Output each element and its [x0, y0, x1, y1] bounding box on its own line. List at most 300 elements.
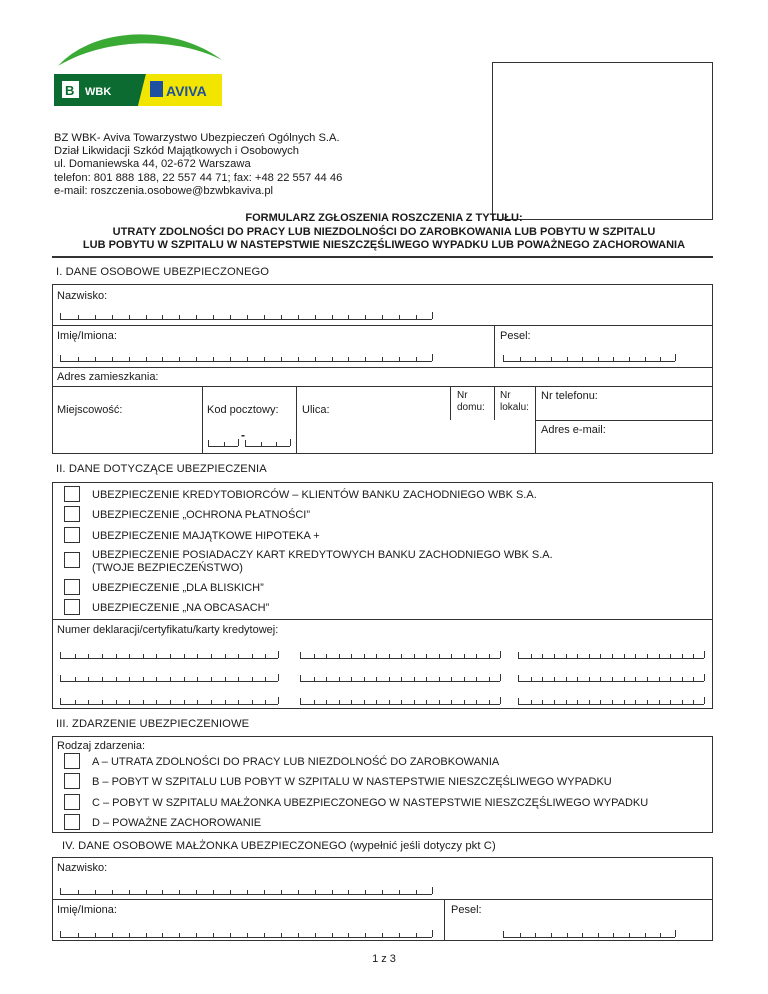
comb-tick [629, 933, 630, 937]
comb-tick [401, 700, 402, 704]
comb-tick [116, 677, 117, 681]
comb-tick [577, 677, 578, 681]
comb-tick [78, 315, 79, 319]
comb-tick [682, 677, 683, 681]
logo-aviva-text: AVIVA [166, 83, 207, 99]
comb-tick [143, 677, 144, 681]
event-type-label: Rodzaj zdarzenia: [57, 740, 146, 752]
comb-tick [382, 933, 383, 937]
comb-tick [238, 700, 239, 704]
city-label: Miejscowość: [57, 404, 123, 416]
comb-tick [351, 677, 352, 681]
comb-tick [542, 700, 543, 704]
comb-tick [230, 933, 231, 937]
comb-tick [315, 933, 316, 937]
comb-tick [682, 654, 683, 658]
comb-tick [659, 700, 660, 704]
declaration-label: Numer deklaracji/certyfikatu/karty kredytowej: [57, 624, 279, 636]
comb-tick [414, 700, 415, 704]
comb-tick [129, 890, 130, 894]
comb-tick [693, 700, 694, 704]
comb-tick [339, 700, 340, 704]
comb-tick [211, 654, 212, 658]
comb-tick [315, 315, 316, 319]
comb-tick [635, 677, 636, 681]
comb-tick [129, 933, 130, 937]
comb-tick [197, 700, 198, 704]
comb-tick [670, 677, 671, 681]
comb-tick [179, 357, 180, 361]
company-info [54, 132, 342, 198]
pesel-label: Pesel: [500, 330, 531, 342]
company-phone: telefon: 801 888 188, 22 557 44 71; fax: +48 22 557 44 46 [54, 171, 343, 184]
comb-tick [635, 700, 636, 704]
comb-tick [75, 654, 76, 658]
comb-tick [116, 700, 117, 704]
comb-tick [88, 700, 89, 704]
comb-tick [464, 654, 465, 658]
comb-tick [476, 700, 477, 704]
names-input[interactable] [60, 355, 432, 362]
comb-tick [112, 890, 113, 894]
comb-tick [75, 677, 76, 681]
comb-tick [693, 654, 694, 658]
comb-tick [489, 700, 490, 704]
comb-tick [382, 357, 383, 361]
comb-tick [613, 357, 614, 361]
photo-box [492, 62, 713, 220]
email-label: Adres e-mail: [541, 424, 606, 436]
comb-tick [162, 890, 163, 894]
comb-tick [252, 677, 253, 681]
comb-tick [364, 677, 365, 681]
names-label: Imię/Imiona: [57, 330, 117, 342]
company-name: BZ WBK- Aviva Towarzystwo Ubezpieczeń Ogólnych S.A. [54, 132, 340, 144]
comb-tick [197, 654, 198, 658]
comb-tick [489, 677, 490, 681]
comb-tick [577, 654, 578, 658]
comb-tick [382, 315, 383, 319]
comb-tick [230, 357, 231, 361]
comb-tick [332, 315, 333, 319]
declaration-number-1-3[interactable] [518, 652, 704, 659]
comb-tick [314, 677, 315, 681]
comb-tick [414, 654, 415, 658]
comb-tick [365, 315, 366, 319]
comb-tick [659, 677, 660, 681]
section3-title: III. ZDARZENIE UBEZPIECZENIOWE [56, 718, 250, 730]
comb-tick [129, 677, 130, 681]
comb-tick [635, 654, 636, 658]
comb-tick [542, 677, 543, 681]
comb-tick [264, 890, 265, 894]
comb-tick [238, 677, 239, 681]
comb-tick [213, 357, 214, 361]
comb-tick [520, 357, 521, 361]
comb-tick [298, 890, 299, 894]
comb-tick [682, 700, 683, 704]
postal-label: Kod pocztowy: [207, 404, 279, 416]
comb-tick [146, 315, 147, 319]
section4-title: IV. DANE OSOBOWE MAŁŻONKA UBEZPIECZONEGO (wypełnić jeśli dotyczy pkt C) [62, 840, 496, 852]
comb-tick [184, 654, 185, 658]
comb-tick [389, 654, 390, 658]
comb-tick [659, 654, 660, 658]
comb-tick [129, 357, 130, 361]
comb-tick [95, 890, 96, 894]
comb-tick [129, 654, 130, 658]
comb-tick [401, 654, 402, 658]
comb-tick [416, 315, 417, 319]
comb-tick [78, 933, 79, 937]
comb-tick [170, 654, 171, 658]
comb-tick [600, 700, 601, 704]
company-address: ul. Domaniewska 44, 02-672 Warszawa [54, 158, 251, 171]
comb-tick [439, 700, 440, 704]
comb-tick [624, 654, 625, 658]
comb-tick [314, 654, 315, 658]
comb-tick [531, 700, 532, 704]
comb-tick [116, 654, 117, 658]
comb-tick [247, 357, 248, 361]
comb-tick [348, 933, 349, 937]
comb-tick [645, 933, 646, 937]
comb-tick [88, 677, 89, 681]
comb-tick [535, 933, 536, 937]
event-option-b: B – POBYT W SZPITALU LUB POBYT W SZPITALU W NASTEPSTWIE NIESZCZĘŚLIWEGO WYPADKU [92, 776, 612, 788]
comb-tick [112, 933, 113, 937]
comb-tick [382, 890, 383, 894]
comb-tick [75, 700, 76, 704]
comb-tick [264, 933, 265, 937]
comb-tick [213, 933, 214, 937]
spouse-surname-input[interactable] [60, 888, 432, 895]
comb-tick [326, 654, 327, 658]
comb-tick [389, 677, 390, 681]
comb-tick [225, 654, 226, 658]
comb-tick [613, 933, 614, 937]
declaration-number-2-1[interactable] [60, 675, 278, 682]
declaration-number-1-1[interactable] [60, 652, 278, 659]
insurance-option-5: UBEZPIECZENIE „DLA BLISKICH” [92, 582, 264, 594]
comb-tick [315, 357, 316, 361]
postal-code-part1[interactable] [208, 440, 238, 447]
comb-tick [129, 700, 130, 704]
comb-tick [566, 700, 567, 704]
comb-tick [439, 654, 440, 658]
comb-tick [170, 677, 171, 681]
comb-tick [156, 654, 157, 658]
event-option-d: D – POWAŻNE ZACHOROWANIE [92, 817, 262, 829]
comb-tick [112, 357, 113, 361]
surname-label: Nazwisko: [57, 290, 108, 302]
postal-dash: - [241, 428, 245, 442]
comb-tick [551, 357, 552, 361]
comb-tick [224, 442, 225, 446]
comb-tick [551, 933, 552, 937]
comb-tick [531, 677, 532, 681]
comb-tick [476, 654, 477, 658]
comb-tick [554, 654, 555, 658]
comb-tick [647, 700, 648, 704]
comb-tick [416, 890, 417, 894]
comb-tick [351, 700, 352, 704]
comb-tick [102, 700, 103, 704]
event-option-c-checkbox[interactable] [64, 794, 80, 810]
comb-tick [598, 357, 599, 361]
comb-tick [162, 933, 163, 937]
comb-tick [542, 654, 543, 658]
comb-tick [196, 357, 197, 361]
event-option-a: A – UTRATA ZDOLNOŚCI DO PRACY LUB NIEZDOLNOŚĆ DO ZAROBKOWANIA [92, 756, 500, 768]
comb-tick [660, 357, 661, 361]
comb-tick [416, 933, 417, 937]
company-email: e-mail: roszczenia.osobowe@bzwbkaviva.pl [54, 184, 274, 197]
section1-box [52, 284, 713, 454]
comb-tick [600, 654, 601, 658]
spouse-pesel-input[interactable] [503, 931, 675, 938]
comb-tick [531, 654, 532, 658]
comb-tick [577, 700, 578, 704]
comb-tick [376, 677, 377, 681]
address-label: Adres zamieszkania: [57, 371, 159, 383]
comb-tick [78, 890, 79, 894]
comb-tick [184, 700, 185, 704]
comb-tick [624, 700, 625, 704]
declaration-number-3-3[interactable] [518, 698, 704, 705]
comb-tick [598, 933, 599, 937]
street-label: Ulica: [302, 404, 330, 416]
comb-tick [416, 357, 417, 361]
pesel-input[interactable] [503, 355, 675, 362]
spouse-names-input[interactable] [60, 931, 432, 938]
comb-tick [612, 677, 613, 681]
comb-tick [314, 700, 315, 704]
comb-tick [196, 890, 197, 894]
comb-tick [426, 700, 427, 704]
comb-tick [647, 677, 648, 681]
comb-tick [298, 357, 299, 361]
comb-tick [451, 700, 452, 704]
comb-tick [414, 677, 415, 681]
insurance-option-2-checkbox[interactable] [64, 506, 80, 522]
logo-bzwbk-text: WBK [85, 86, 112, 98]
comb-tick [197, 677, 198, 681]
comb-tick [265, 654, 266, 658]
comb-tick [179, 315, 180, 319]
comb-tick [426, 677, 427, 681]
comb-tick [332, 890, 333, 894]
comb-tick [348, 315, 349, 319]
comb-tick [261, 442, 262, 446]
comb-tick [281, 933, 282, 937]
comb-tick [464, 700, 465, 704]
comb-tick [156, 677, 157, 681]
comb-tick [645, 357, 646, 361]
insurance-option-3: UBEZPIECZENIE MAJĄTKOWE HIPOTEKA + [92, 530, 320, 542]
comb-tick [364, 700, 365, 704]
comb-tick [376, 700, 377, 704]
comb-tick [365, 933, 366, 937]
postal-code-part2[interactable] [245, 440, 290, 447]
comb-tick [179, 933, 180, 937]
section2-title: II. DANE DOTYCZĄCE UBEZPIECZENIA [56, 463, 267, 475]
comb-tick [351, 654, 352, 658]
declaration-number-2-3[interactable] [518, 675, 704, 682]
comb-tick [281, 357, 282, 361]
comb-tick [554, 677, 555, 681]
comb-tick [389, 700, 390, 704]
comb-tick [170, 700, 171, 704]
comb-tick [88, 654, 89, 658]
comb-tick [143, 654, 144, 658]
comb-tick [426, 654, 427, 658]
comb-tick [401, 677, 402, 681]
comb-tick [146, 357, 147, 361]
title-divider [52, 256, 713, 258]
comb-tick [238, 654, 239, 658]
comb-tick [112, 315, 113, 319]
insurance-option-6: UBEZPIECZENIE „NA OBCASACH” [92, 602, 270, 614]
comb-tick [281, 890, 282, 894]
comb-tick [399, 357, 400, 361]
comb-tick [612, 654, 613, 658]
comb-tick [476, 677, 477, 681]
declaration-number-1-2[interactable] [300, 652, 500, 659]
comb-tick [670, 700, 671, 704]
comb-tick [348, 357, 349, 361]
comb-tick [252, 700, 253, 704]
comb-tick [582, 933, 583, 937]
comb-tick [162, 357, 163, 361]
comb-tick [629, 357, 630, 361]
comb-tick [281, 315, 282, 319]
comb-tick [566, 677, 567, 681]
insurance-option-4-checkbox[interactable] [64, 552, 80, 568]
comb-tick [376, 654, 377, 658]
page-number: 1 z 3 [372, 953, 396, 965]
comb-tick [520, 933, 521, 937]
comb-tick [364, 654, 365, 658]
comb-tick [298, 315, 299, 319]
comb-tick [554, 700, 555, 704]
event-option-b-checkbox[interactable] [64, 773, 80, 789]
comb-tick [567, 357, 568, 361]
comb-tick [567, 933, 568, 937]
comb-tick [451, 654, 452, 658]
insurance-option-1: UBEZPIECZENIE KREDYTOBIORCÓW – KLIENTÓW BANKU ZACHODNIEGO WBK S.A. [92, 489, 537, 501]
comb-tick [315, 890, 316, 894]
comb-tick [211, 700, 212, 704]
insurance-option-1-checkbox[interactable] [64, 486, 80, 502]
comb-tick [612, 700, 613, 704]
comb-tick [247, 933, 248, 937]
insurance-option-3-checkbox[interactable] [64, 527, 80, 543]
flat-nr-label: Nr lokalu: [500, 390, 529, 413]
comb-tick [102, 677, 103, 681]
comb-tick [339, 677, 340, 681]
comb-tick [95, 933, 96, 937]
company-department: Dział Likwidacji Szkód Majątkowych i Osobowych [54, 145, 299, 158]
comb-tick [464, 677, 465, 681]
comb-tick [660, 933, 661, 937]
form-title: FORMULARZ ZGŁOSZENIA ROSZCZENIA Z TYTUŁU: UTRATY ZDOLNOŚCI DO PRACY LUB NIEZDOLNOŚCI DO ZAROBKOWANIA LUB POBYTU W SZPITALU LUB POBYTU W SZPITALU W NASTEPSTWIE NIESZCZĘŚLIWEGO WYPADKU LUB POWAŻNEGO ZACHOROWANIA [82, 212, 686, 251]
comb-tick [365, 357, 366, 361]
comb-tick [439, 677, 440, 681]
comb-tick [265, 700, 266, 704]
comb-tick [264, 315, 265, 319]
declaration-number-2-2[interactable] [300, 675, 500, 682]
comb-tick [95, 357, 96, 361]
insurance-option-6-checkbox[interactable] [64, 599, 80, 615]
company-logo [54, 30, 224, 110]
comb-tick [179, 890, 180, 894]
comb-tick [326, 677, 327, 681]
svg-text:B: B [65, 83, 75, 98]
insurance-option-2: UBEZPIECZENIE „OCHRONA PŁATNOŚCI” [92, 509, 310, 521]
comb-tick [535, 357, 536, 361]
comb-tick [211, 677, 212, 681]
comb-tick [213, 315, 214, 319]
comb-tick [184, 677, 185, 681]
comb-tick [276, 442, 277, 446]
event-option-d-checkbox[interactable] [64, 814, 80, 830]
comb-tick [624, 677, 625, 681]
comb-tick [230, 890, 231, 894]
comb-tick [146, 933, 147, 937]
comb-tick [213, 890, 214, 894]
comb-tick [129, 315, 130, 319]
comb-tick [365, 890, 366, 894]
house-nr-label: Nr domu: [457, 390, 485, 413]
comb-tick [326, 700, 327, 704]
spouse-pesel-label: Pesel: [451, 904, 482, 916]
comb-tick [162, 315, 163, 319]
comb-tick [102, 654, 103, 658]
surname-input[interactable] [60, 313, 432, 320]
comb-tick [332, 933, 333, 937]
comb-tick [78, 357, 79, 361]
comb-tick [196, 315, 197, 319]
phone-label: Nr telefonu: [541, 390, 598, 402]
comb-tick [230, 315, 231, 319]
declaration-number-3-1[interactable] [60, 698, 278, 705]
comb-tick [339, 654, 340, 658]
comb-tick [247, 315, 248, 319]
section1-title: I. DANE OSOBOWE UBEZPIECZONEGO [56, 266, 270, 278]
comb-tick [589, 677, 590, 681]
comb-tick [489, 654, 490, 658]
insurance-option-4: UBEZPIECZENIE POSIADACZY KART KREDYTOWYCH BANKU ZACHODNIEGO WBK S.A. (TWOJE BEZPIECZEŃSTWO) [92, 549, 553, 574]
comb-tick [264, 357, 265, 361]
event-option-c: C – POBYT W SZPITALU MAŁŻONKA UBEZPIECZONEGO W NASTEPSTWIE NIESZCZĘŚLIWEGO WYPADKU [92, 797, 649, 809]
event-option-a-checkbox[interactable] [64, 753, 80, 769]
declaration-number-3-2[interactable] [300, 698, 500, 705]
insurance-option-5-checkbox[interactable] [64, 579, 80, 595]
comb-tick [252, 654, 253, 658]
comb-tick [225, 677, 226, 681]
comb-tick [566, 654, 567, 658]
comb-tick [451, 677, 452, 681]
comb-tick [348, 890, 349, 894]
comb-tick [589, 654, 590, 658]
comb-tick [589, 700, 590, 704]
comb-tick [196, 933, 197, 937]
comb-tick [399, 890, 400, 894]
comb-tick [582, 357, 583, 361]
comb-tick [298, 933, 299, 937]
spouse-names-label: Imię/Imiona: [57, 904, 117, 916]
